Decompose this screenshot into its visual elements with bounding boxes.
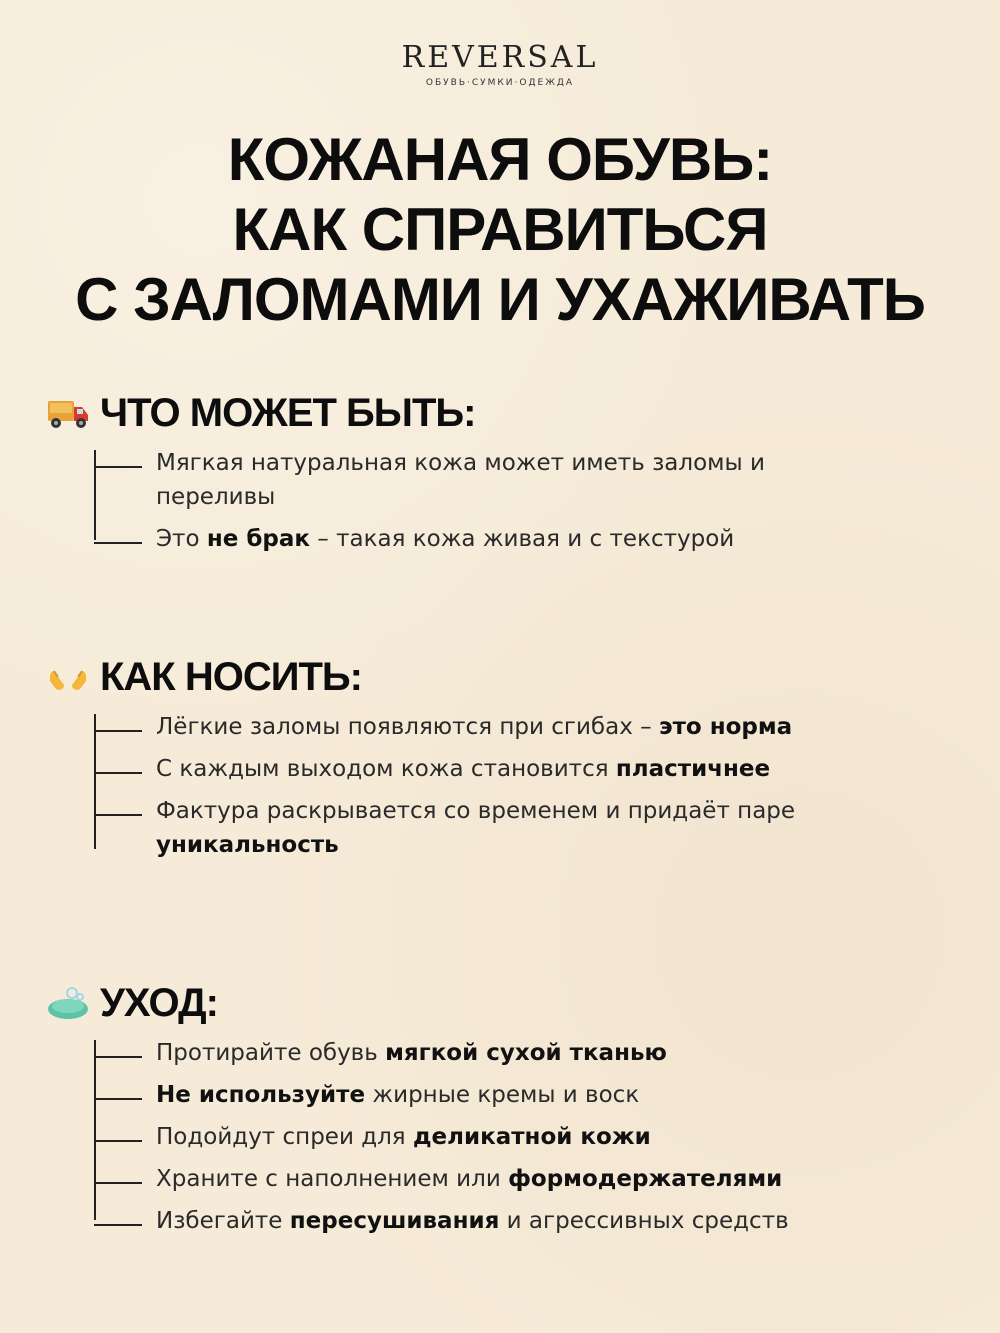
item-tree	[94, 446, 966, 556]
list-item	[94, 752, 966, 786]
item-text: Избегайте	[156, 1208, 290, 1234]
item-text: Лёгкие заломы появляются при сгибах –	[156, 714, 659, 740]
item-text-bold: пересушивания	[289, 1208, 500, 1234]
item-text-bold: деликатной кожи	[412, 1124, 651, 1150]
item-text-bold: мягкой сухой тканью	[385, 1040, 667, 1066]
list-item	[94, 1120, 966, 1154]
section-header	[46, 388, 966, 438]
truck-icon	[46, 393, 90, 433]
open-hands-icon	[46, 657, 90, 697]
section-title: ЧТО МОЖЕТ БЫТЬ:	[100, 390, 476, 435]
item-text: Это	[156, 526, 207, 552]
item-text: жирные кремы и воск	[365, 1082, 640, 1108]
item-text-bold: уникальность	[156, 832, 339, 858]
item-text-bold: Не используйте	[156, 1082, 366, 1108]
item-text: С каждым выходом кожа становится	[156, 756, 616, 782]
item-text: Храните с наполнением или	[156, 1166, 509, 1192]
list-item	[94, 446, 836, 514]
brand-name: REVERSAL	[401, 40, 599, 75]
item-tree	[94, 710, 966, 862]
item-tree	[94, 1036, 966, 1238]
list-item	[94, 794, 846, 862]
list-item	[94, 1204, 966, 1238]
item-text: Протирайте обувь	[156, 1040, 386, 1066]
section-how-to-wear	[46, 652, 966, 870]
section-care	[46, 978, 966, 1246]
title-line-3: С ЗАЛОМАМИ И УХАЖИВАТЬ	[75, 266, 925, 333]
item-text: Фактура раскрывается со временем и придаёт паре	[156, 798, 796, 824]
section-what-can-be	[46, 388, 966, 564]
title-line-2: КАК СПРАВИТЬСЯ	[232, 196, 768, 263]
list-item	[94, 710, 966, 744]
section-title: КАК НОСИТЬ:	[100, 654, 362, 699]
item-text: Мягкая натуральная кожа может иметь заломы и переливы	[156, 450, 765, 510]
section-title: УХОД:	[100, 980, 218, 1025]
section-header	[46, 978, 966, 1028]
item-text-bold: пластичнее	[615, 756, 771, 782]
item-text: – такая кожа живая и с текстурой	[310, 526, 735, 552]
item-text: Подойдут спреи для	[156, 1124, 413, 1150]
list-item	[94, 522, 966, 556]
title-line-1: КОЖАНАЯ ОБУВЬ:	[227, 126, 773, 193]
item-text-bold: не брак	[206, 526, 310, 552]
list-item	[94, 1162, 966, 1196]
list-item	[94, 1078, 966, 1112]
brand-tagline: ОБУВЬ·СУМКИ·ОДЕЖДА	[425, 78, 575, 88]
page-title	[0, 125, 1000, 335]
section-header	[46, 652, 966, 702]
item-text-bold: формодержателями	[508, 1166, 783, 1192]
item-text-bold: это норма	[658, 714, 793, 740]
list-item	[94, 1036, 966, 1070]
item-text: и агрессивных средств	[499, 1208, 789, 1234]
brand-logo	[0, 40, 1000, 88]
soap-icon	[46, 983, 90, 1023]
